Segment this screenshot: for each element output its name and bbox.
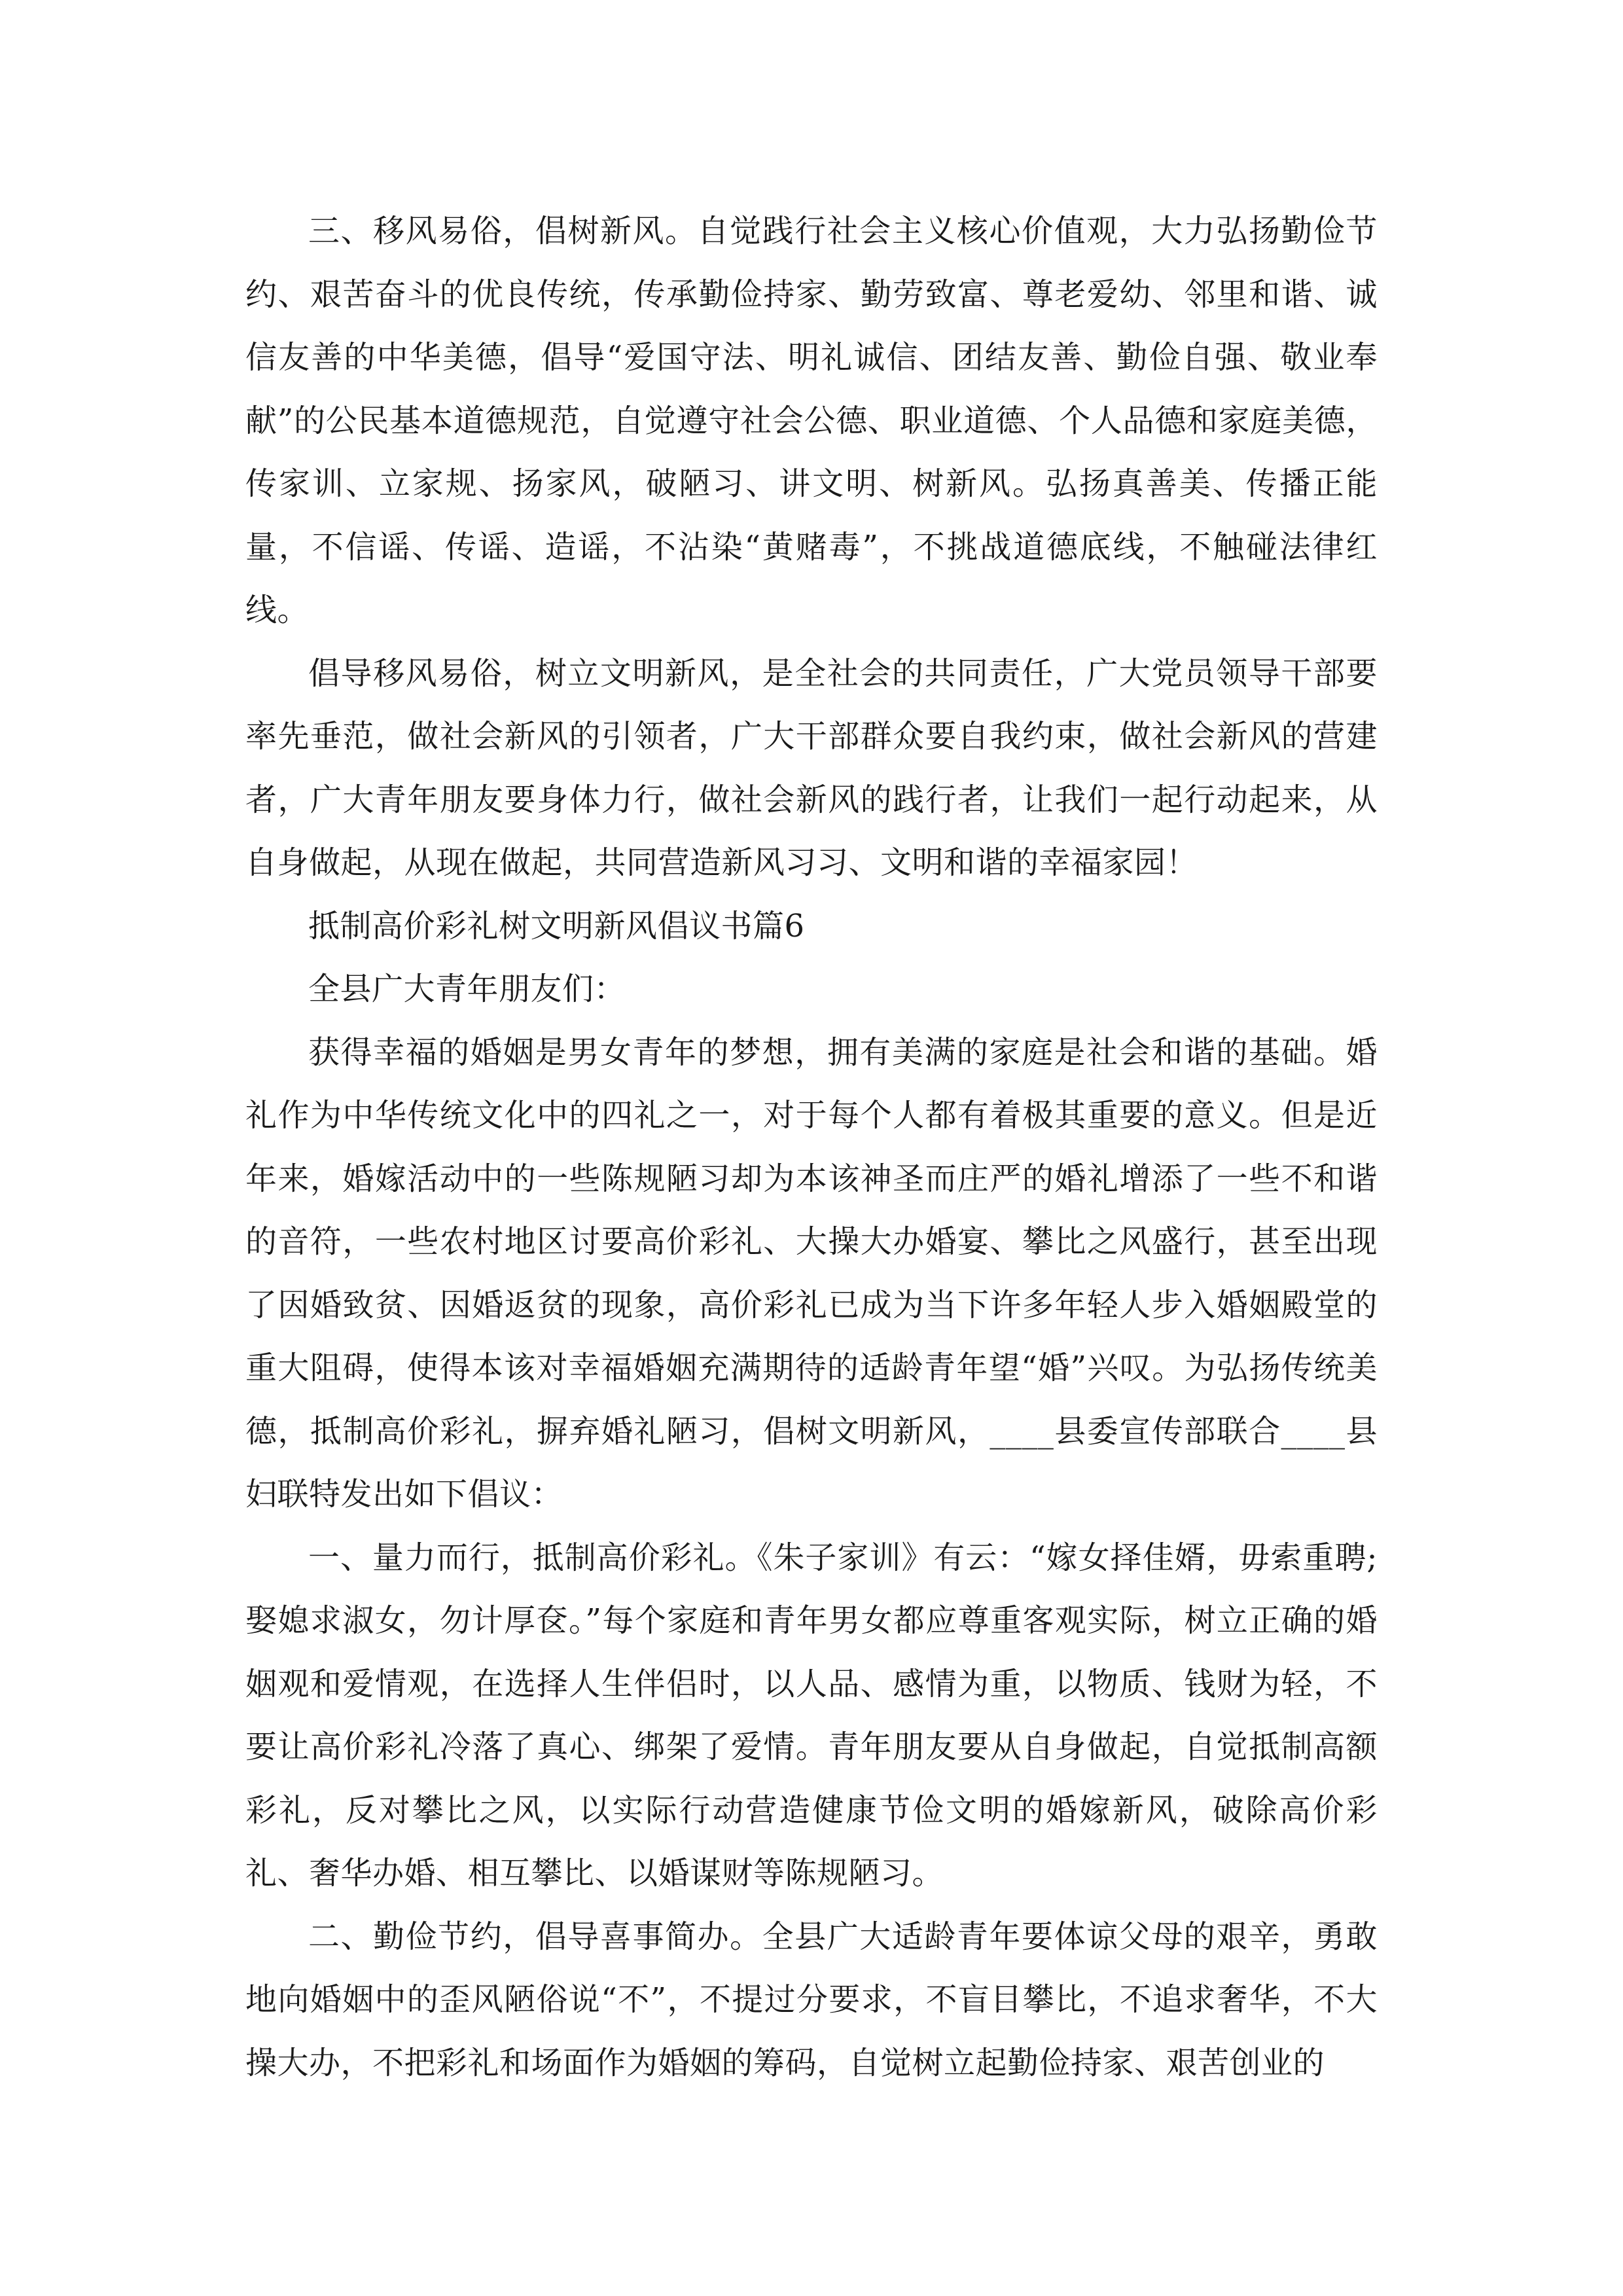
salutation: 全县广大青年朋友们： [308,971,626,1007]
document-body [245,200,1378,2094]
paragraph-intro: 获得幸福的婚姻是男女青年的梦想，拥有美满的家庭是社会和谐的基础。婚礼作为中华传统文化中的四礼之一，对于每个人都有着极其重要的意义。但是近年来，婚嫁活动中的一些陈规陋习却为本该神圣而庄严的婚礼增添了一些不和谐的音符，一些农村地区讨要高价彩礼、大操大办婚宴、攀比之风盛行，甚至出现了因婚致贫、因婚返贫的现象，高价彩礼已成为当下许多年轻人步入婚姻殿堂的重大阻碍，使得本该对幸福婚姻充满期待的适龄青年望“婚”兴叹。为弘扬传统美德，抵制高价彩礼，摒弃婚礼陋习，倡树文明新风，____县委宣传部联合____县妇联特发出如下倡议： [245,1033,1378,1513]
paragraph-responsibility: 倡导移风易俗，树立文明新风，是全社会的共同责任，广大党员领导干部要率先垂范，做社会新风的引领者，广大干部群众要自我约束，做社会新风的营建者，广大青年朋友要身体力行，做社会新风的践行者，让我们一起行动起来，从自身做起，从现在做起，共同营造新风习习、文明和谐的幸福家园！ [245,655,1378,881]
paragraph-point-2: 二、勤俭节约，倡导喜事简办。全县广大适龄青年要体谅父母的艰辛，勇敢地向婚姻中的歪风陋俗说“不”，不提过分要求，不盲目攀比，不追求奢华，不大操大办，不把彩礼和场面作为婚姻的筹码，自觉树立起勤俭持家、艰苦创业的 [245,1918,1378,2081]
section-title: 抵制高价彩礼树文明新风倡议书篇6 [308,907,805,944]
paragraph-customs: 三、移风易俗，倡树新风。自觉践行社会主义核心价值观，大力弘扬勤俭节约、艰苦奋斗的优良传统，传承勤俭持家、勤劳致富、尊老爱幼、邻里和谐、诚信友善的中华美德，倡导“爱国守法、明礼诚信、团结友善、勤俭自强、敬业奉献”的公民基本道德规范，自觉遵守社会公德、职业道德、个人品德和家庭美德，传家训、立家规、扬家风，破陋习、讲文明、树新风。弘扬真善美、传播正能量，不信谣、传谣、造谣，不沾染“黄赌毒”，不挑战道德底线，不触碰法律红线。 [245,213,1378,628]
paragraph-point-1: 一、量力而行，抵制高价彩礼。《朱子家训》有云：“嫁女择佳婿，毋索重聘;娶媳求淑女，勿计厚奁。”每个家庭和青年男女都应尊重客观实际，树立正确的婚姻观和爱情观，在选择人生伴侣时，以人品、感情为重，以物质、钱财为轻，不要让高价彩礼冷落了真心、绑架了爱情。青年朋友要从自身做起，自觉抵制高额彩礼，反对攀比之风，以实际行动营造健康节俭文明的婚嫁新风，破除高价彩礼、奢华办婚、相互攀比、以婚谋财等陈规陋习。 [245,1539,1378,1892]
